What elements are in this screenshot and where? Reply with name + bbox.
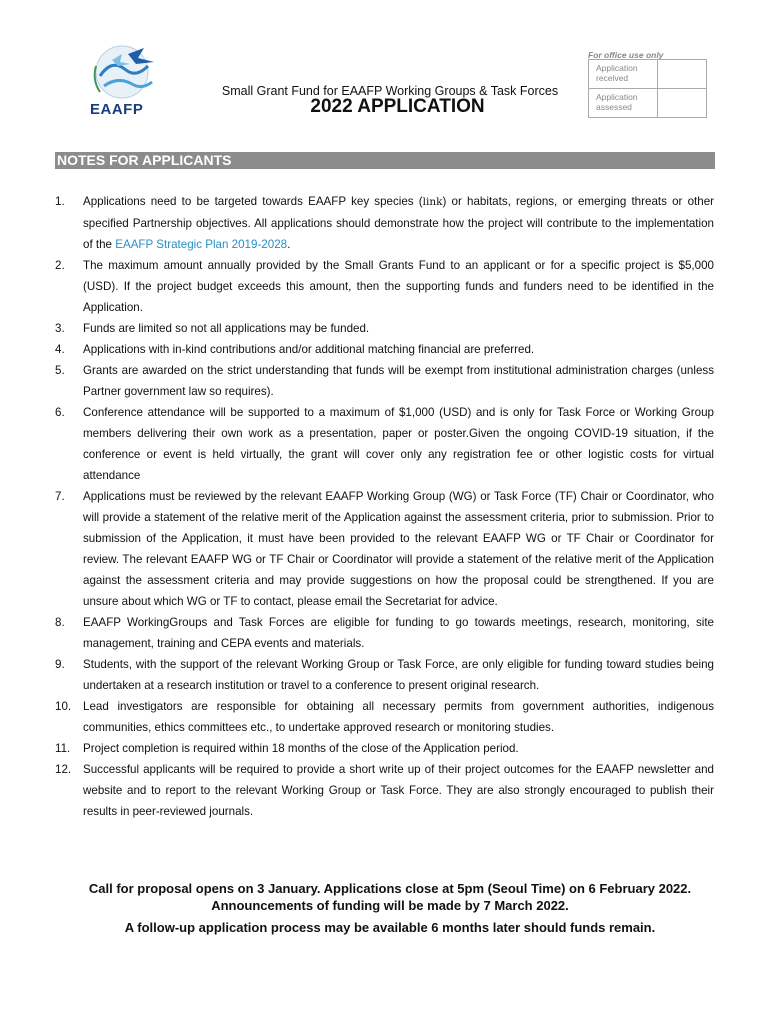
list-item [55,318,714,339]
item-text: The maximum amount annually provided by the Small Grants Fund to an applicant or for a specific project is $5,000 (USD). If the project budget exceeds this amount, then the supporting funds and funders need to be identified in the Application. [83,259,714,314]
application-received-label: Application received [589,60,658,89]
item-number: 11. [55,742,71,755]
list-item [55,255,714,318]
item-text: Applications with in-kind contributions and/or additional matching financial are preferred. [83,343,535,356]
item-number: 1. [55,195,65,208]
item-text: Grants are awarded on the strict understanding that funds will be exempt from institutional administration charges (unless Partner government law so requires). [83,364,714,398]
item-text: . [287,238,291,251]
item-number: 6. [55,406,65,419]
item-number: 4. [55,343,65,356]
item-number: 2. [55,259,65,272]
item-number: 7. [55,490,65,503]
item-text: Applications must be reviewed by the relevant EAAFP Working Group (WG) or Task Force (TF) Chair or Coordinator, who will provide a statement of the relative merit of the Application against the assessment criteria, prior to submission. Prior to submission of the Application, it must have been provided to the relevant EAAFP WG or TF Chair or Coordinator for review. The relevant EAAFP WG or TF Chair or Coordinator will provide a statement of the relative merit of the Application against the assessment criteria and may provide suggestions on how the proposal could be strengthened. If you are unsure about which WG or TF to contact, please email the Secretariat for advice. [83,490,714,608]
item-number: 8. [55,616,65,629]
list-item [55,360,714,402]
list-item [55,191,714,255]
follow-up-line: A follow-up application process may be available 6 months later should funds remain. [124,920,656,935]
notes-list [55,191,714,822]
item-text: Funds are limited so not all applications may be funded. [83,322,370,335]
document-title: 2022 APPLICATION [310,96,485,117]
list-item [55,612,714,654]
item-text: Students, with the support of the relevant Working Group or Task Force, are only eligible for funding toward studies being undertaken at a research institution or travel to a conference to present original research. [83,658,714,692]
item-number: 12. [55,763,72,776]
application-assessed-label: Application assessed [589,89,658,118]
item-text: EAAFP WorkingGroups and Task Forces are eligible for funding to go towards meetings, research, monitoring, site management, training and CEPA events and materials. [83,616,714,650]
logo-wordmark: EAAFP [90,101,144,118]
item-text: Lead investigators are responsible for obtaining all necessary permits from government authorities, indigenous communities, ethics committees etc., to undertake approved research or monitoring studies. [83,700,714,734]
notes-heading: NOTES FOR APPLICANTS [55,152,715,169]
item-text: ) or habitats, regions, or emerging threats or other specified Partnership objectives. All applications should demonstrate how the project will contribute to the implementation of the [83,195,715,251]
item-text: Conference attendance will be supported to a maximum of $1,000 (USD) and is only for Task Force or Working Group members delivering their own work as a presentation, paper or poster.Given the ongoing COVID-19 situation, if the conference or event is held virtually, the grant will cover only any registration fee or other logistic costs for virtual attendance [83,406,714,482]
list-item [55,402,714,486]
document-subtitle: Small Grant Fund for EAAFP Working Groups & Task Forces [221,84,559,98]
item-number: 9. [55,658,65,671]
list-item [55,738,714,759]
application-received-field[interactable] [658,60,707,89]
list-item [55,486,714,612]
strategic-plan-link[interactable]: EAAFP Strategic Plan 2019-2028 [115,238,288,251]
item-number: 10. [55,700,72,713]
deadline-line: Call for proposal opens on 3 January. Applications close at 5pm (Seoul Time) on 6 February 2022. [88,881,692,896]
application-assessed-field[interactable] [658,89,707,118]
item-number: 3. [55,322,65,335]
item-number: 5. [55,364,65,377]
list-item [55,339,714,360]
deadline-notice [40,880,740,936]
office-use-label: For office use only [588,50,664,60]
species-link[interactable]: link [422,196,443,208]
list-item [55,759,714,822]
item-text: Applications need to be targeted towards EAAFP key species ( [83,195,423,208]
list-item [55,654,714,696]
list-item [55,696,714,738]
item-text: Project completion is required within 18 months of the close of the Application period. [83,742,519,755]
office-use-table [588,59,707,118]
item-text: Successful applicants will be required to provide a short write up of their project outcomes for the EAAFP newsletter and website and to report to the relevant Working Group or Task Force. They are also strongly encouraged to publish their results in peer-reviewed journals. [83,763,714,818]
announcement-line: Announcements of funding will be made by 7 March 2022. [211,898,569,913]
